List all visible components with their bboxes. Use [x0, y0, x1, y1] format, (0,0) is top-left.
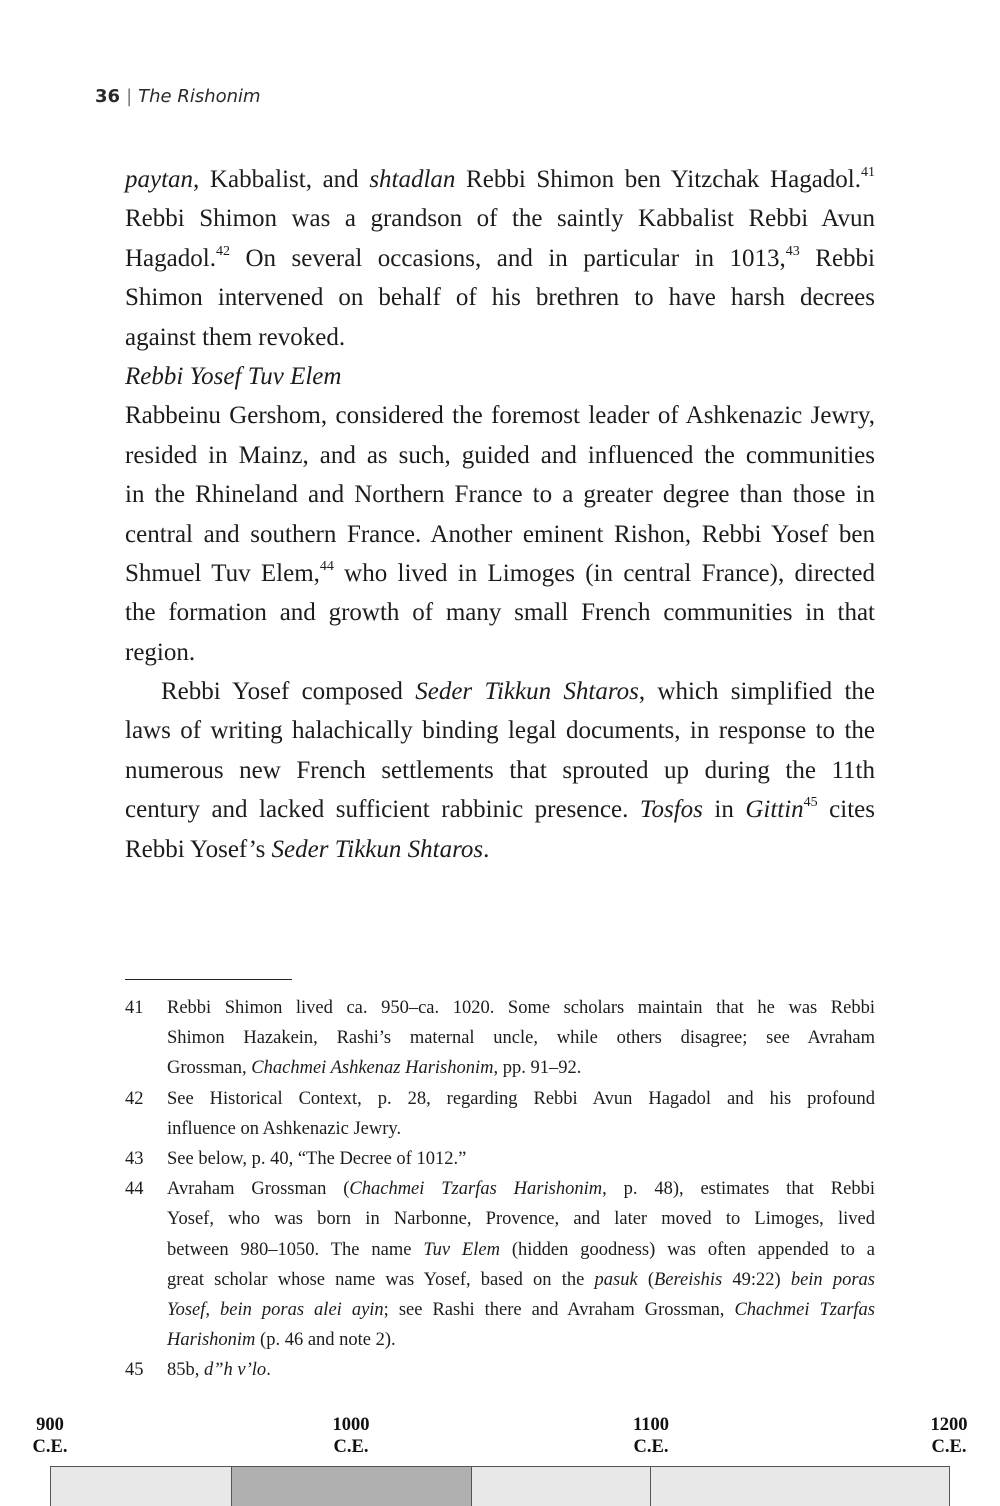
text-span: Rebbi Yosef composed	[161, 678, 416, 706]
footnote-body	[167, 1084, 875, 1144]
footnote	[125, 1084, 875, 1144]
text-span: cites	[817, 796, 875, 824]
term: Tuv Elem	[423, 1239, 500, 1260]
footnote-ref[interactable]: 45	[803, 795, 818, 811]
footnote	[125, 1174, 875, 1355]
text-span: Hagadol.	[125, 244, 216, 272]
book-title: Gittin	[745, 796, 804, 824]
text-span: Rebbi	[799, 244, 875, 272]
footnote-number: 43	[125, 1148, 144, 1169]
footnote-line: influence on Ashkenazic Jewry.	[167, 1118, 402, 1139]
footnote-number: 45	[125, 1360, 144, 1381]
text-span: On several occasions, and in particular in 1013,	[229, 244, 786, 272]
timeline-label-1200	[914, 1414, 984, 1458]
book-title: Chachmei Tzarfas	[734, 1299, 876, 1320]
footnote-line: Yosef, who was born in Narbonne, Provence, and later moved to Limoges, lived	[167, 1209, 875, 1230]
timeline-label-1000	[316, 1414, 386, 1458]
text-span: 85b,	[167, 1360, 204, 1381]
text-line	[125, 239, 875, 278]
timeline-year: 1200	[930, 1415, 968, 1435]
footnote-line	[167, 1053, 875, 1083]
footnote-line	[167, 1235, 875, 1265]
text-span: (p. 46 and note 2).	[255, 1330, 396, 1351]
header-separator: |	[126, 86, 133, 107]
footnote-line: See Historical Context, p. 28, regarding Rebbi Avun Hagadol and his profound	[167, 1088, 875, 1109]
footnote-body	[167, 1174, 875, 1355]
text-line	[125, 830, 875, 869]
footnote	[125, 993, 875, 1084]
footnote-line	[167, 1174, 875, 1204]
timeline-segment	[650, 1466, 950, 1506]
timeline-segment-highlighted	[231, 1466, 472, 1506]
timeline-era: C.E.	[32, 1437, 68, 1457]
text-line: the formation and growth of many small French communities in that	[125, 599, 875, 627]
timeline-era: C.E.	[633, 1437, 669, 1457]
book-title: Chachmei Tzarfas Harishonim	[349, 1179, 603, 1200]
footnote-line	[167, 1265, 875, 1295]
text-line: in the Rhineland and Northern France to a greater degree than those in	[125, 481, 875, 509]
text-span: , which simplified the	[638, 678, 876, 706]
term-paytan: paytan	[125, 166, 194, 193]
term: pasuk	[594, 1269, 638, 1290]
text-line: central and southern France. Another eminent Rishon, Rebbi Yosef ben	[125, 520, 875, 548]
footnote-line: Rebbi Shimon lived ca. 950–ca. 1020. Some scholars maintain that he was Rebbi	[167, 998, 875, 1018]
text-span: Rebbi Yosef’s	[125, 835, 272, 863]
footnote-ref[interactable]: 42	[215, 243, 230, 259]
footnote-divider	[125, 979, 292, 980]
text-span: .	[483, 835, 490, 863]
book-title: Harishonim	[167, 1330, 256, 1351]
text-line: Shimon intervened on behalf of his brethren to have harsh decrees	[125, 284, 875, 312]
text-span: between 980–1050. The name	[167, 1239, 424, 1260]
footnote-ref[interactable]: 41	[861, 165, 875, 180]
timeline-segment	[471, 1466, 651, 1506]
footnote-body	[167, 993, 875, 1084]
text-line	[125, 790, 875, 829]
footnote-number: 41	[125, 998, 144, 1018]
timeline-year: 1100	[633, 1415, 669, 1435]
text-span: (	[637, 1269, 654, 1290]
footnote-ref[interactable]: 44	[319, 558, 334, 574]
text-line: numerous new French settlements that sprouted up during the 11th	[125, 756, 875, 784]
footnote-body	[167, 1144, 875, 1174]
book-title: Seder Tikkun Shtaros	[271, 835, 484, 863]
book-title: Bereishis	[654, 1269, 723, 1290]
text-line	[125, 554, 875, 593]
timeline-era: C.E.	[333, 1437, 369, 1457]
timeline-year: 900	[36, 1415, 64, 1435]
text-span: ; see Rashi there and Avraham Grossman,	[383, 1299, 735, 1320]
footnote-number: 42	[125, 1088, 144, 1109]
footnote	[125, 1355, 875, 1385]
timeline-year: 1000	[332, 1415, 370, 1435]
text-span: 49:22)	[722, 1269, 791, 1290]
running-header	[95, 86, 261, 107]
footnote-line	[167, 1325, 875, 1355]
text-span: , pp. 91–92.	[493, 1058, 582, 1079]
text-span: , Kabbalist, and	[193, 166, 370, 193]
timeline-segment	[50, 1466, 232, 1506]
timeline-label-900	[20, 1414, 80, 1458]
footnote-body	[167, 1355, 875, 1385]
timeline-era: C.E.	[931, 1437, 967, 1457]
quote: Yosef, bein poras alei ayin	[167, 1299, 384, 1320]
book-title: Seder Tikkun Shtaros	[415, 678, 639, 706]
text-line: resided in Mainz, and as such, guided and influenced the communities	[125, 441, 875, 469]
book-title: Chachmei Ashkenaz Harishonim	[251, 1058, 494, 1079]
footnote-line	[167, 1295, 875, 1325]
quote: bein poras	[790, 1269, 875, 1290]
text-line: against them revoked.	[125, 323, 346, 351]
section-heading: Rebbi Yosef Tuv Elem	[125, 362, 342, 390]
text-span: Avraham Grossman (	[167, 1179, 350, 1200]
timeline-label-1100	[616, 1414, 686, 1458]
page-number: 36	[95, 86, 121, 107]
footnotes	[125, 993, 875, 1385]
text-span: (hidden goodness) was often appended to a	[499, 1239, 875, 1260]
footnote-line: See below, p. 40, “The Decree of 1012.”	[167, 1148, 467, 1169]
book-title: Tosfos	[639, 796, 703, 824]
footnote-ref[interactable]: 43	[785, 243, 800, 259]
text-span: who lived in Limoges (in central France), directed	[333, 559, 875, 587]
text-line	[125, 672, 875, 711]
text-span: Rebbi Shimon ben Yitzchak Hagadol.	[455, 166, 861, 193]
footnote	[125, 1144, 875, 1174]
text-span: great scholar whose name was Yosef, based on the	[167, 1269, 595, 1290]
text-line: region.	[125, 638, 196, 666]
text-span: in	[702, 796, 746, 824]
running-title: The Rishonim	[138, 86, 261, 107]
text-line: laws of writing halachically binding legal documents, in response to the	[125, 717, 875, 745]
text-line: Rabbeinu Gershom, considered the foremost leader of Ashkenazic Jewry,	[125, 402, 875, 430]
text-line: Rebbi Shimon was a grandson of the saintly Kabbalist Rebbi Avun	[125, 205, 875, 233]
main-text	[125, 160, 875, 869]
text-span: century and lacked sufficient rabbinic presence.	[125, 796, 640, 824]
text-span: Shmuel Tuv Elem,	[125, 559, 320, 587]
term-shtadlan: shtadlan	[369, 166, 456, 193]
footnote-line: Shimon Hazakein, Rashi’s maternal uncle, while others disagree; see Avraham	[167, 1028, 875, 1049]
abbreviation: d”h v’lo	[204, 1360, 267, 1381]
footnote-line	[167, 1355, 875, 1385]
text-line	[125, 160, 875, 199]
footnote-number: 44	[125, 1179, 144, 1200]
text-span: , p. 48), estimates that Rebbi	[602, 1179, 875, 1200]
text-span: Grossman,	[167, 1058, 252, 1079]
text-span: .	[266, 1360, 271, 1381]
